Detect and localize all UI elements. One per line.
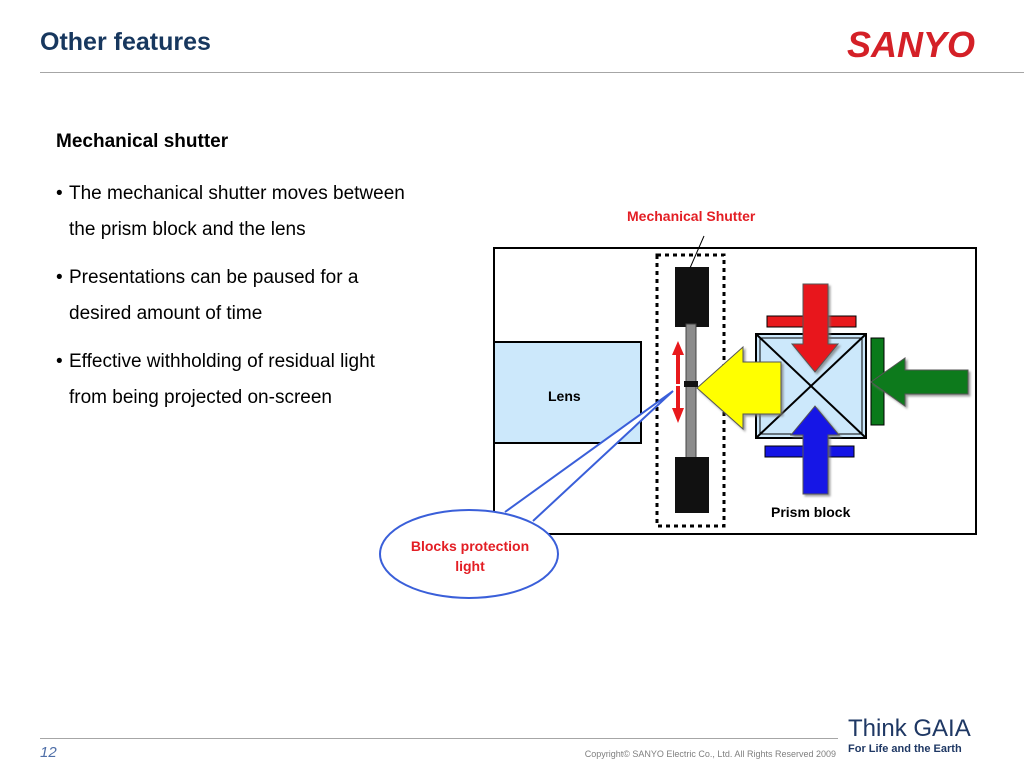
think-gaia-logo [848,716,998,756]
page-title: Other features [40,28,211,56]
footer-divider [40,738,838,739]
shutter-top-block [675,267,709,327]
bullet-item: • Presentations can be paused for a desired amount of time [56,267,359,324]
callout-text-line2: light [455,558,485,574]
bullet-text: Effective withholding of residual light from being projected on-screen [69,351,375,408]
callout-bubble [380,510,558,598]
shutter-label: Mechanical Shutter [627,208,756,224]
prism-label: Prism block [771,504,851,520]
section-heading: Mechanical shutter [56,131,229,152]
page-number: 12 [40,744,57,761]
lens-label: Lens [548,388,581,404]
shutter-rod [686,324,696,459]
bullet-text: Presentations can be paused for a desired amount of time [69,267,359,324]
gaia-main-text: Think GAIA [848,715,971,742]
logo-text: SANYO [847,24,976,64]
bullet-text: The mechanical shutter moves between the prism block and the lens [69,183,405,240]
shutter-bottom-block [675,457,709,513]
bullet-item: • The mechanical shutter moves between the prism block and the lens [56,183,405,240]
copyright-text: Copyright© SANYO Electric Co., Ltd. All Rights Reserved 2009 [584,749,836,759]
gaia-sub-text: For Life and the Earth [848,743,962,755]
shutter-gap [684,381,698,387]
callout-text-line1: Blocks protection [410,538,530,554]
bullet-item: • Effective withholding of residual light from being projected on-screen [56,351,375,408]
